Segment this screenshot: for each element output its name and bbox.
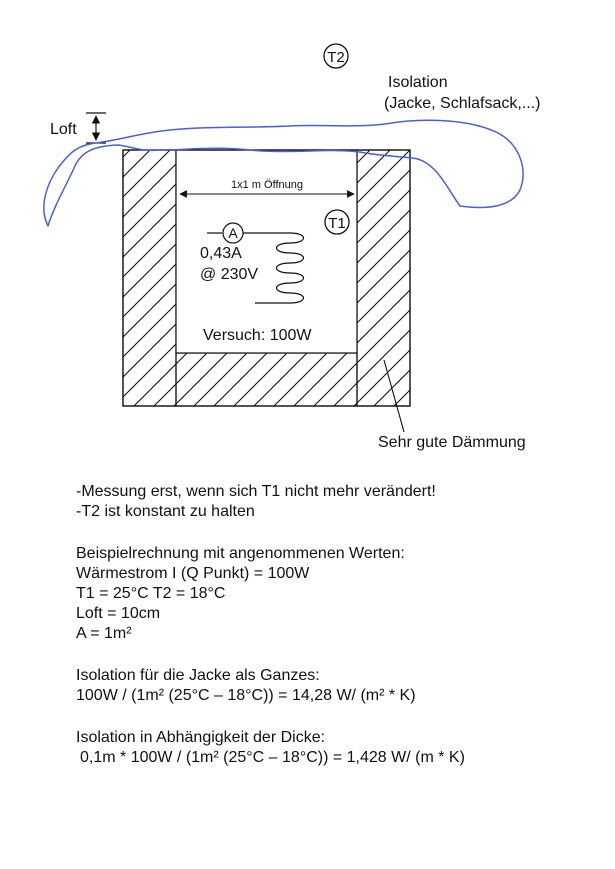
- isolation-title: Isolation: [388, 74, 448, 91]
- t2-label: T2: [327, 49, 345, 66]
- loft-dimension: [86, 113, 106, 143]
- temperatures-line: T1 = 25°C T2 = 18°C: [76, 585, 226, 602]
- thickness-formula: 0,1m * 100W / (1m² (25°C – 18°C)) = 1,428 W/ (m * K): [80, 749, 465, 766]
- ammeter-label: A: [228, 225, 238, 241]
- thickness-heading: Isolation in Abhängigkeit der Dicke:: [76, 729, 326, 746]
- trial-label: Versuch: 100W: [203, 327, 312, 344]
- t1-label: T1: [328, 215, 346, 232]
- box-bottom-wall: [176, 353, 357, 406]
- voltage-label: @ 230V: [200, 266, 259, 283]
- heat-flow-line: Wärmestrom I (Q Punkt) = 100W: [76, 565, 310, 582]
- area-value-line: A = 1m²: [76, 625, 132, 642]
- current-label: 0,43A: [200, 245, 242, 262]
- loft-value-line: Loft = 10cm: [76, 605, 161, 622]
- t2-note: -T2 ist konstant zu halten: [76, 503, 255, 520]
- insulation-label: Sehr gute Dämmung: [378, 434, 526, 451]
- whole-jacket-formula: 100W / (1m² (25°C – 18°C)) = 14,28 W/ (m² * K): [76, 687, 416, 704]
- example-heading: Beispielrechnung mit angenommenen Werten:: [76, 545, 405, 562]
- opening-label: 1x1 m Öffnung: [231, 179, 303, 191]
- whole-jacket-heading: Isolation für die Jacke als Ganzes:: [76, 667, 320, 684]
- box-right-wall: [357, 150, 410, 406]
- loft-label: Loft: [50, 121, 77, 138]
- measure-note: -Messung erst, wenn sich T1 nicht mehr verändert!: [76, 483, 436, 500]
- isolation-examples: (Jacke, Schlafsack,...): [384, 95, 541, 112]
- box-left-wall: [123, 150, 176, 406]
- calculation-notes: [76, 482, 596, 768]
- t2-marker: [324, 44, 348, 68]
